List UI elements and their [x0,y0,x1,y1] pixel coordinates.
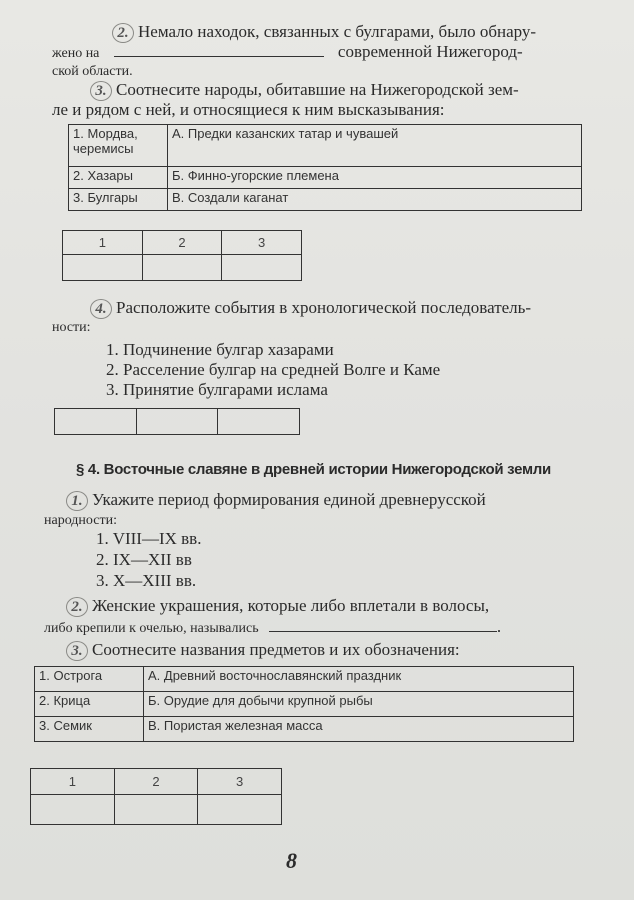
q3-answer-grid [62,230,302,281]
q4-answer-cell-2[interactable] [136,409,218,435]
q4-item-3: 3. Принятие булгарами ислама [106,380,328,399]
q3-answer-header-row [63,231,302,255]
s4-q3-number: 3. [66,641,88,661]
q2-text1: Немало находок, связанных с булгарами, было обнару- [138,22,537,41]
q2-line1 [112,22,536,43]
s4-q2-end: . [496,617,502,636]
s4-q1-line2: народности: [44,513,117,528]
q4-text1: Расположите события в хронологической последователь- [116,298,532,317]
q2-text2b: современной Нижегород- [337,42,523,61]
q2-number: 2. [112,23,134,43]
s4-q3-row [35,667,574,692]
s4-q3-answer-cell-3[interactable] [198,795,282,825]
q3-line2: ле и рядом с ней, и относящиеся к ним высказывания: [52,100,445,119]
s4-q3-answer-cell-2[interactable] [114,795,198,825]
q4-item-1: 1. Подчинение булгар хазарами [106,340,334,359]
s4-q3-answer-header-2: 2 [114,769,198,795]
q4-answer-grid [54,408,300,435]
s4-q3-left-3: 3. Семик [35,717,144,742]
s4-q3-answer-cell-1[interactable] [31,795,115,825]
s4-q3-left-1: 1. Острога [35,667,144,692]
s4-q3-row [35,717,574,742]
q4-number: 4. [90,299,112,319]
q3-matching-table [68,124,582,211]
q4-answer-cell-1[interactable] [55,409,137,435]
q4-answer-row [55,409,300,435]
q3-answer-cell-3[interactable] [222,255,302,281]
s4-q3-line1 [66,640,460,661]
q3-line1 [90,80,519,101]
s4-q3-row [35,692,574,717]
s4-q2-answer-blank[interactable] [269,617,497,632]
q3-text1: Соотнесите народы, обитавшие на Нижегородской зем- [116,80,519,99]
s4-q3-answer-input-row [31,795,282,825]
q3-row [69,189,582,211]
s4-q3-answer-grid [30,768,282,825]
s4-q3-right-c: В. Пористая железная масса [144,717,574,742]
q4-line2: ности: [52,320,91,335]
q3-answer-header-1: 1 [63,231,143,255]
q3-right-a: А. Предки казанских татар и чувашей [168,125,582,167]
s4-q3-right-b: Б. Орудие для добычи крупной рыбы [144,692,574,717]
s4-q1-line1 [66,490,486,511]
q3-left-2: 2. Хазары [69,167,168,189]
s4-q2-line2 [44,617,501,639]
s4-q1-option-1: 1. VIII—IX вв. [96,529,202,548]
s4-q3-answer-header-3: 3 [198,769,282,795]
s4-q1-option-3: 3. X—XIII вв. [96,571,197,590]
s4-q3-right-a: А. Древний восточнославянский праздник [144,667,574,692]
s4-q2-number: 2. [66,597,88,617]
q3-answer-header-3: 3 [222,231,302,255]
s4-q3-answer-header-1: 1 [31,769,115,795]
q3-left-1: 1. Мордва, черемисы [69,125,168,167]
q4-item-2: 2. Расселение булгар на средней Волге и Каме [106,360,441,379]
q3-answer-header-2: 2 [142,231,222,255]
q3-right-b: Б. Финно-угорские племена [168,167,582,189]
s4-q2-text2: либо крепили к очелью, назывались [44,621,259,636]
q3-number: 3. [90,81,112,101]
page-number: 8 [286,848,297,873]
s4-q3-answer-header-row [31,769,282,795]
q3-answer-cell-2[interactable] [142,255,222,281]
q3-row [69,125,582,167]
q3-row [69,167,582,189]
s4-q2-line1 [66,596,489,617]
s4-q3-matching-table [34,666,574,742]
q2-line3: ской области. [52,64,133,79]
q2-answer-blank[interactable] [114,42,324,57]
q2-line2 [52,42,592,64]
q4-line1 [90,298,531,319]
q3-answer-input-row [63,255,302,281]
s4-q1-option-2: 2. IX—XII вв [96,550,192,569]
q3-left-3: 3. Булгары [69,189,168,211]
q4-answer-cell-3[interactable] [218,409,300,435]
s4-q3-text1: Соотнесите названия предметов и их обозначения: [92,640,460,659]
section-heading: § 4. Восточные славяне в древней истории Нижегородской земли [76,461,551,478]
s4-q2-text1: Женские украшения, которые либо вплетали в волосы, [92,596,490,615]
s4-q1-text1: Укажите период формирования единой древнерусской [92,490,486,509]
q3-right-c: В. Создали каганат [168,189,582,211]
q2-text2a: жено на [52,46,100,61]
s4-q3-left-2: 2. Крица [35,692,144,717]
q3-answer-cell-1[interactable] [63,255,143,281]
s4-q1-number: 1. [66,491,88,511]
